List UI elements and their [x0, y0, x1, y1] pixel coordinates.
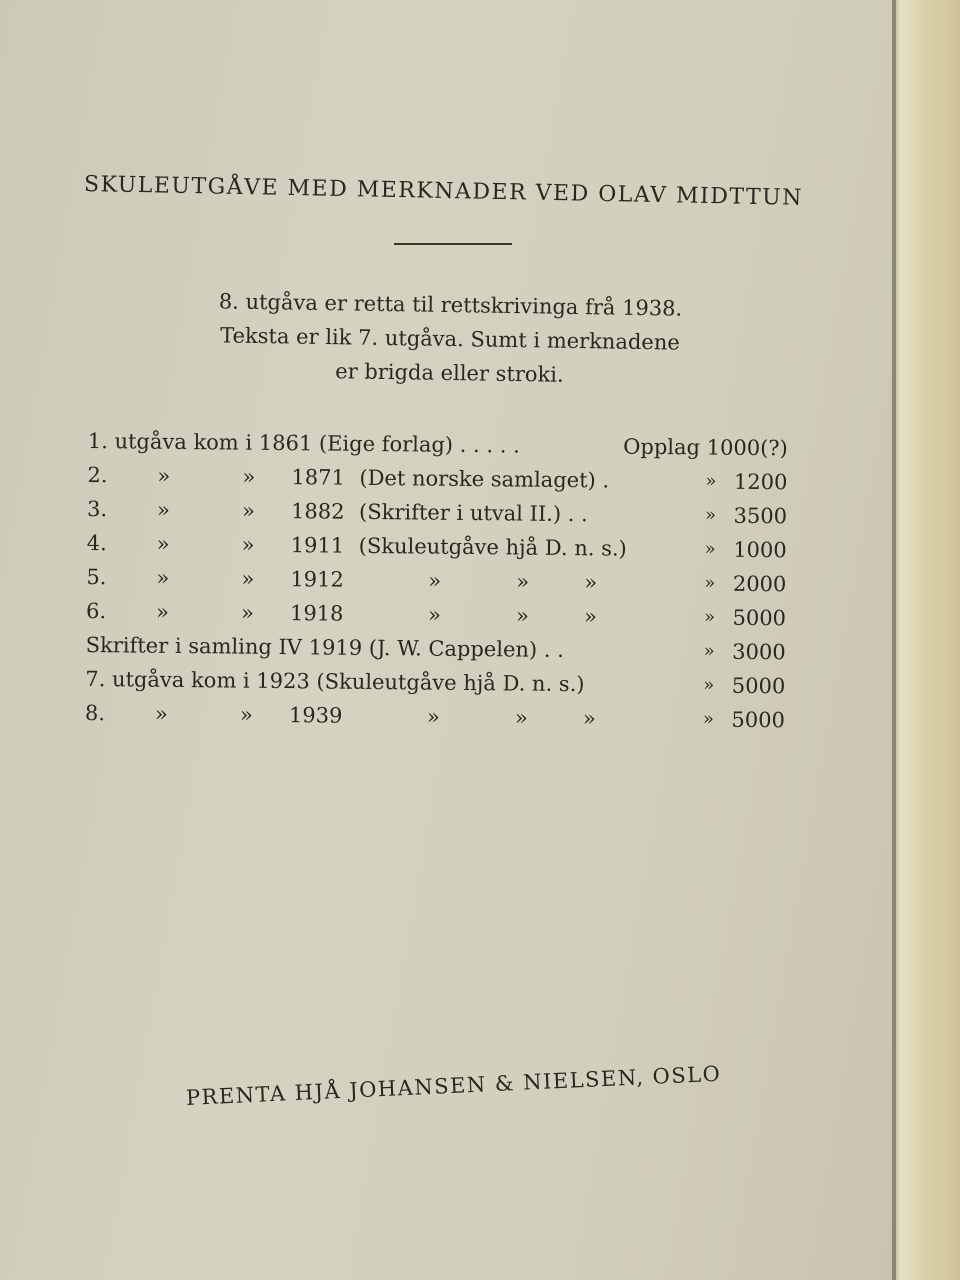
edition-copies: 5000	[732, 605, 787, 631]
ditto-mark: »	[154, 701, 168, 726]
edition-year: 1911	[290, 533, 345, 558]
ditto-mark: »	[515, 603, 530, 628]
ditto-mark: »	[704, 572, 716, 594]
ditto-mark: »	[241, 532, 255, 557]
ditto-mark: »	[427, 602, 442, 627]
edition-copies: 3500	[733, 503, 788, 529]
edition-copies: 3000	[732, 639, 786, 665]
ditto-mark: »	[428, 568, 442, 593]
divider-rule	[394, 243, 512, 245]
edition-copies: 1000	[733, 537, 787, 563]
ditto-mark: »	[241, 566, 255, 591]
edition-copies: 5000	[731, 707, 786, 733]
edition-copies: 1200	[733, 469, 788, 495]
ditto-mark: »	[240, 600, 255, 625]
note-line-3: er brigda eller stroki.	[335, 359, 564, 387]
ditto-mark: »	[155, 599, 170, 624]
ditto-mark: »	[514, 705, 528, 730]
edition-note	[159, 283, 741, 394]
edition-text: 7. utgåva kom i 1923 (Skuleutgåve hjå D. n. s.)	[85, 666, 585, 697]
ditto-mark: »	[584, 570, 598, 595]
note-line-1: 8. utgåva er retta til rettskrivinga frå 1938.	[218, 289, 683, 321]
ditto-mark: »	[582, 706, 596, 731]
edition-copies: Opplag 1000(?)	[623, 434, 788, 461]
edition-number: 6.	[85, 598, 107, 624]
ditto-mark: »	[703, 606, 716, 628]
edition-number: 3.	[86, 496, 108, 522]
edition-text: Skrifter i samling IV 1919 (J. W. Cappelen) . .	[85, 632, 565, 662]
edition-number: 5.	[86, 564, 107, 590]
ditto-mark: »	[704, 504, 717, 526]
ditto-mark: »	[583, 604, 597, 629]
edition-year: 1882	[290, 499, 345, 524]
edition-number: 4.	[86, 530, 107, 556]
ditto-mark: »	[704, 538, 716, 560]
ditto-mark: »	[703, 674, 715, 696]
note-line-2: Teksta er lik 7. utgåva. Sumt i merknadene	[220, 323, 680, 355]
edition-copies: 2000	[732, 571, 787, 597]
edition-copies: 5000	[731, 673, 786, 699]
ditto-mark: »	[702, 708, 715, 730]
edition-description: (Skuleutgåve hjå D. n. s.)	[358, 533, 627, 561]
ditto-mark: »	[242, 464, 256, 489]
edition-year: 1871	[291, 465, 346, 490]
page-heading: SKULEUTGÅVE MED MERKNADER VED OLAV MIDTTUN	[83, 172, 804, 211]
edition-year: 1939	[288, 703, 343, 728]
ditto-mark: »	[705, 470, 717, 492]
book-spine-edge	[892, 0, 960, 1280]
ditto-mark: »	[241, 498, 256, 523]
edition-row-9	[85, 696, 797, 737]
ditto-mark: »	[703, 640, 715, 662]
edition-number: 8.	[84, 700, 106, 726]
ditto-mark: »	[426, 704, 440, 729]
ditto-mark: »	[157, 463, 171, 488]
edition-description: (Det norske samlaget) .	[359, 465, 610, 493]
ditto-mark: »	[156, 497, 171, 522]
edition-list	[85, 424, 800, 737]
edition-year: 1912	[290, 567, 344, 592]
edition-year: 1918	[289, 601, 344, 626]
ditto-mark: »	[156, 565, 170, 590]
edition-description: (Skrifter i utval II.) . .	[358, 499, 588, 527]
edition-text: 1. utgåva kom i 1861 (Eige forlag) . . . . .	[87, 428, 520, 458]
edition-number: 2.	[87, 462, 108, 488]
ditto-mark: »	[156, 531, 170, 556]
ditto-mark: »	[516, 569, 530, 594]
printer-imprint: PRENTA HJÅ JOHANSEN & NIELSEN, OSLO	[185, 1061, 722, 1110]
ditto-mark: »	[239, 702, 253, 727]
page-gutter-line	[892, 0, 896, 1280]
